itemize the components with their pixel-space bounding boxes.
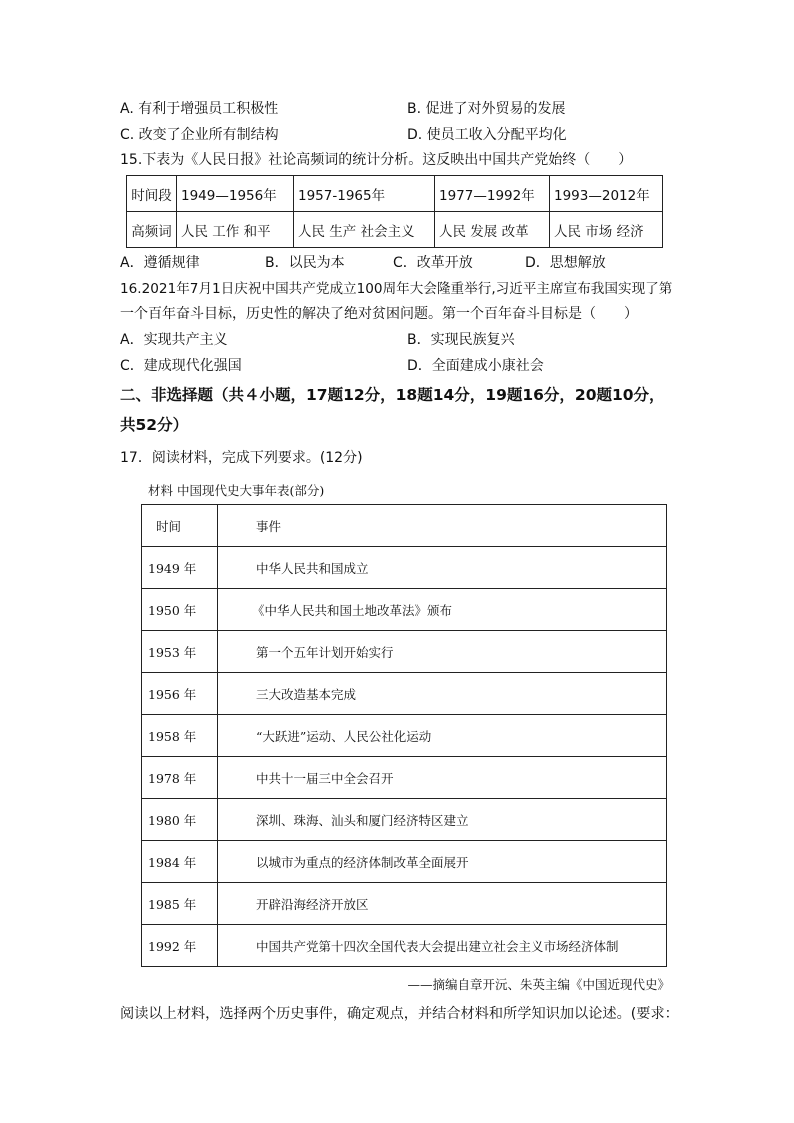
table-row	[142, 631, 667, 673]
table-header-cell: 时间段	[127, 176, 177, 212]
table-row	[142, 883, 667, 925]
q17-stem: 17．阅读材料，完成下列要求。(12分)	[120, 450, 363, 466]
year-cell: 1980 年	[142, 799, 218, 841]
q16-stem-line1: 16.2021年7月1日庆祝中国共产党成立100周年大会隆重举行,习近平主席宣布我国实现了第	[120, 281, 673, 297]
table-row	[142, 673, 667, 715]
table-row	[142, 799, 667, 841]
q15-option-c: C．改革开放	[393, 255, 473, 271]
table-row	[142, 841, 667, 883]
table-row	[142, 757, 667, 799]
table-row	[142, 547, 667, 589]
table-row	[127, 212, 663, 248]
q14-option-d: D. 使员工收入分配平均化	[407, 127, 567, 143]
year-cell: 1956 年	[142, 673, 218, 715]
table-cell: 人民 发展 改革	[435, 212, 550, 248]
section-heading-line2: 共52分）	[120, 416, 189, 434]
table-header-cell: 高频词	[127, 212, 177, 248]
q14-option-c: C. 改变了企业所有制结构	[120, 127, 279, 143]
material-title: 材料 中国现代史大事年表(部分)	[148, 483, 325, 498]
table-row	[142, 589, 667, 631]
year-cell: 1978 年	[142, 757, 218, 799]
table-cell: 1949—1956年	[177, 176, 294, 212]
year-cell: 1958 年	[142, 715, 218, 757]
q14-option-a: A. 有利于增强员工积极性	[120, 101, 279, 117]
event-cell: 以城市为重点的经济体制改革全面展开	[218, 841, 667, 883]
header-event: 事件	[218, 505, 667, 547]
q16-option-a: A．实现共产主义	[120, 332, 228, 348]
table-row	[127, 176, 663, 212]
q16-option-b: B．实现民族复兴	[407, 332, 515, 348]
q17-instruction: 阅读以上材料，选择两个历史事件，确定观点，并结合材料和所学知识加以论述。(要求：	[120, 1006, 679, 1022]
event-cell: 中共十一届三中全会召开	[218, 757, 667, 799]
table-cell: 1993—2012年	[550, 176, 663, 212]
q15-option-b: B．以民为本	[265, 255, 345, 271]
table-cell: 1957-1965年	[294, 176, 435, 212]
event-cell: 中国共产党第十四次全国代表大会提出建立社会主义市场经济体制	[218, 925, 667, 967]
q15-stem: 15.下表为《人民日报》社论高频词的统计分析。这反映出中国共产党始终（ ）	[120, 152, 633, 168]
section-heading-line1: 二、非选择题（共４小题，17题12分，18题14分，19题16分，20题10分，	[120, 386, 665, 404]
event-cell: 深圳、珠海、汕头和厦门经济特区建立	[218, 799, 667, 841]
header-time: 时间	[142, 505, 218, 547]
q14-option-b: B. 促进了对外贸易的发展	[407, 101, 566, 117]
year-cell: 1992 年	[142, 925, 218, 967]
q15-option-d: D．思想解放	[525, 255, 606, 271]
source-citation: ——摘编自章开沅、朱英主编《中国近现代史》	[407, 977, 670, 992]
year-cell: 1950 年	[142, 589, 218, 631]
event-cell: 第一个五年计划开始实行	[218, 631, 667, 673]
event-cell: 三大改造基本完成	[218, 673, 667, 715]
q16-option-d: D．全面建成小康社会	[407, 358, 544, 374]
chronology-table	[141, 504, 667, 967]
table-row	[142, 715, 667, 757]
year-cell: 1984 年	[142, 841, 218, 883]
table-cell: 1977—1992年	[435, 176, 550, 212]
event-cell: 中华人民共和国成立	[218, 547, 667, 589]
event-cell: 开辟沿海经济开放区	[218, 883, 667, 925]
table-cell: 人民 工作 和平	[177, 212, 294, 248]
q16-stem-line2: 一个百年奋斗目标，历史性的解决了绝对贫困问题。第一个百年奋斗目标是（ ）	[120, 306, 638, 322]
event-cell: “大跃进”运动、人民公社化运动	[218, 715, 667, 757]
table-row	[142, 925, 667, 967]
event-cell: 《中华人民共和国土地改革法》颁布	[218, 589, 667, 631]
year-cell: 1953 年	[142, 631, 218, 673]
table-cell: 人民 生产 社会主义	[294, 212, 435, 248]
year-cell: 1985 年	[142, 883, 218, 925]
table-header-row	[142, 505, 667, 547]
table-cell: 人民 市场 经济	[550, 212, 663, 248]
year-cell: 1949 年	[142, 547, 218, 589]
q15-option-a: A．遵循规律	[120, 255, 200, 271]
q15-table	[126, 175, 663, 248]
q16-option-c: C．建成现代化强国	[120, 358, 242, 374]
